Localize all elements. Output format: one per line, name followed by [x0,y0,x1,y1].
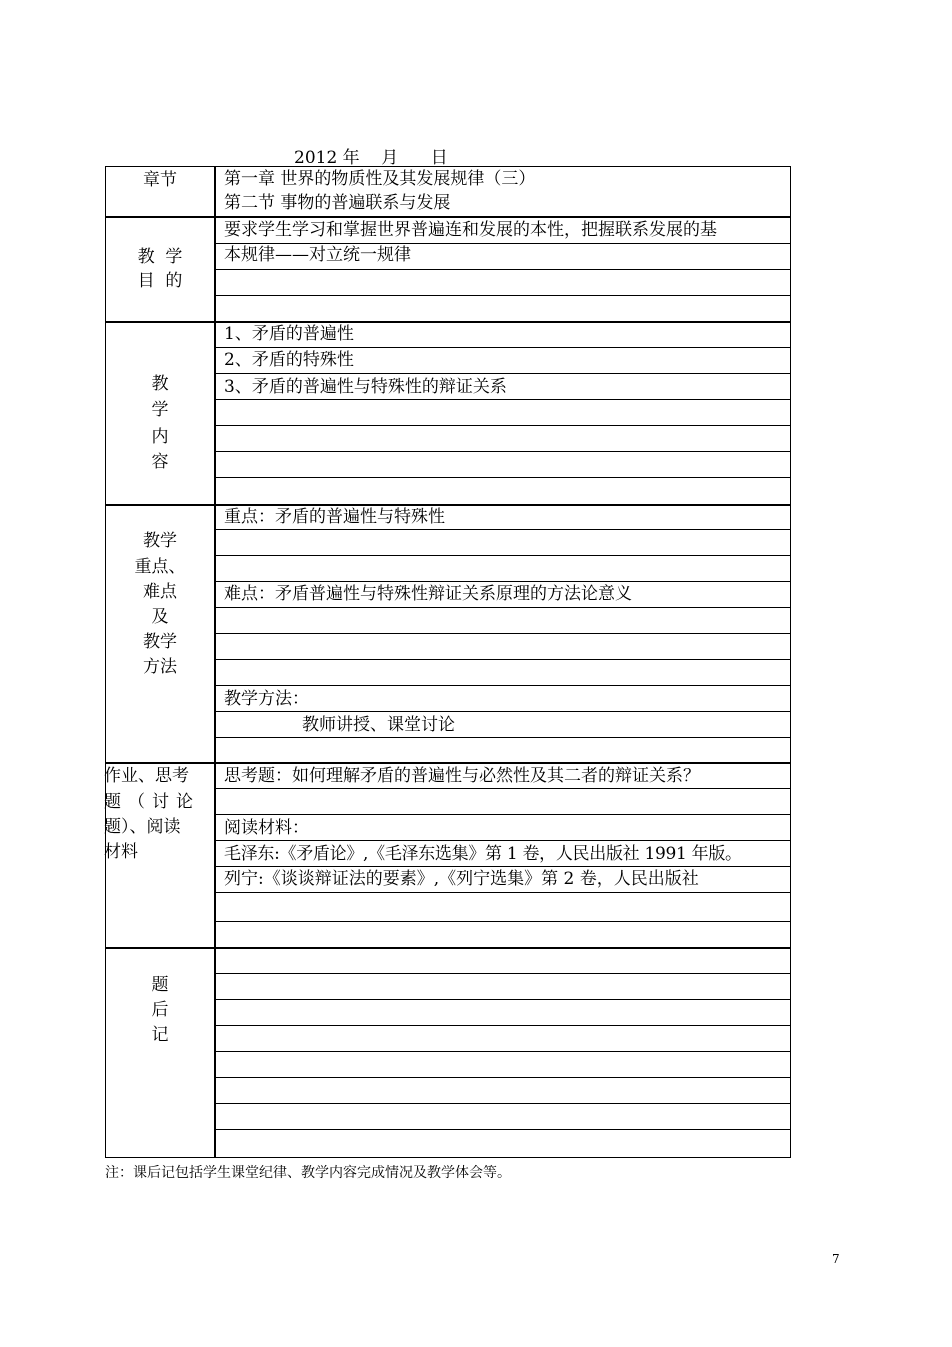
objectives-label-line-2: 目 的 [137,271,183,291]
content-item-3: 3、矛盾的普遍性与特殊性的辩证关系 [224,377,507,397]
objectives-label-line-1: 教 学 [137,247,183,267]
content-item-2: 2、矛盾的特殊性 [224,350,354,370]
keypoints-label-4: 及 [151,607,169,627]
thinking-question: 思考题：如何理解矛盾的普遍性与必然性及其二者的辩证关系？ [224,766,700,786]
ruled-line [215,295,790,296]
keypoints-label-5: 教学 [143,632,177,652]
ruled-line [215,1051,790,1052]
chapter-label: 章节 [143,170,177,190]
difficult-point: 难点：矛盾普遍性与特殊性辩证关系原理的方法论意义 [224,584,632,604]
homework-label-3: 题）、阅读 [104,817,181,837]
postscript-label-2: 后 [151,1000,169,1020]
chapter-line-2: 第二节 事物的普遍联系与发展 [224,193,451,213]
ruled-line [215,555,790,556]
ruled-line [215,1129,790,1130]
ruled-line [215,659,790,660]
ruled-line [215,269,790,270]
method-text: 教师讲授、课堂讨论 [302,715,455,735]
ruled-line [215,892,790,893]
keypoints-label-6: 方法 [143,657,177,677]
content-label-3: 内 [151,427,169,447]
ruled-line [215,477,790,478]
ruled-line [215,973,790,974]
ruled-line [215,1103,790,1104]
content-label-1: 教 [151,374,169,394]
content-label-2: 学 [151,400,169,420]
postscript-label-3: 记 [151,1025,169,1045]
ruled-line [215,633,790,634]
method-title: 教学方法： [224,689,309,709]
content-item-1: 1、矛盾的普遍性 [224,324,354,344]
ruled-line [215,1077,790,1078]
homework-label-1: 作业、思考 [104,766,189,786]
reading-item-2: 列宁:《谈谈辩证法的要素》,《列宁选集》第 2 卷，人民出版社 [224,869,699,889]
content-label-4: 容 [151,452,169,472]
ruled-line [215,451,790,452]
keypoints-label-3: 难点 [143,582,177,602]
page-number: 7 [832,1252,840,1266]
ruled-line [215,1025,790,1026]
key-point: 重点：矛盾的普遍性与特殊性 [224,507,445,527]
ruled-line [215,607,790,608]
reading-title: 阅读材料： [224,818,309,838]
reading-item-1: 毛泽东:《矛盾论》,《毛泽东选集》第 1 卷，人民出版社 1991 年版。 [224,844,742,864]
footnote: 注：课后记包括学生课堂纪律、教学内容完成情况及教学体会等。 [105,1165,511,1181]
keypoints-label-2: 重点、 [134,557,186,577]
column-divider [214,167,216,1157]
homework-label-2: 题（讨论 [104,792,200,812]
postscript-label-1: 题 [151,975,169,995]
ruled-line [215,921,790,922]
lesson-plan-form [105,166,791,1158]
keypoints-label-1: 教学 [143,531,177,551]
date-line: 2012 年 月 日 [294,148,448,168]
ruled-line [215,999,790,1000]
objectives-line-1: 要求学生学习和掌握世界普遍连和发展的本性，把握联系发展的基 [224,220,717,240]
homework-label-4: 材料 [104,842,138,862]
ruled-line [215,425,790,426]
section-divider [106,947,790,949]
objectives-line-2: 本规律——对立统一规律 [224,245,411,265]
chapter-line-1: 第一章 世界的物质性及其发展规律（三） [224,169,536,189]
